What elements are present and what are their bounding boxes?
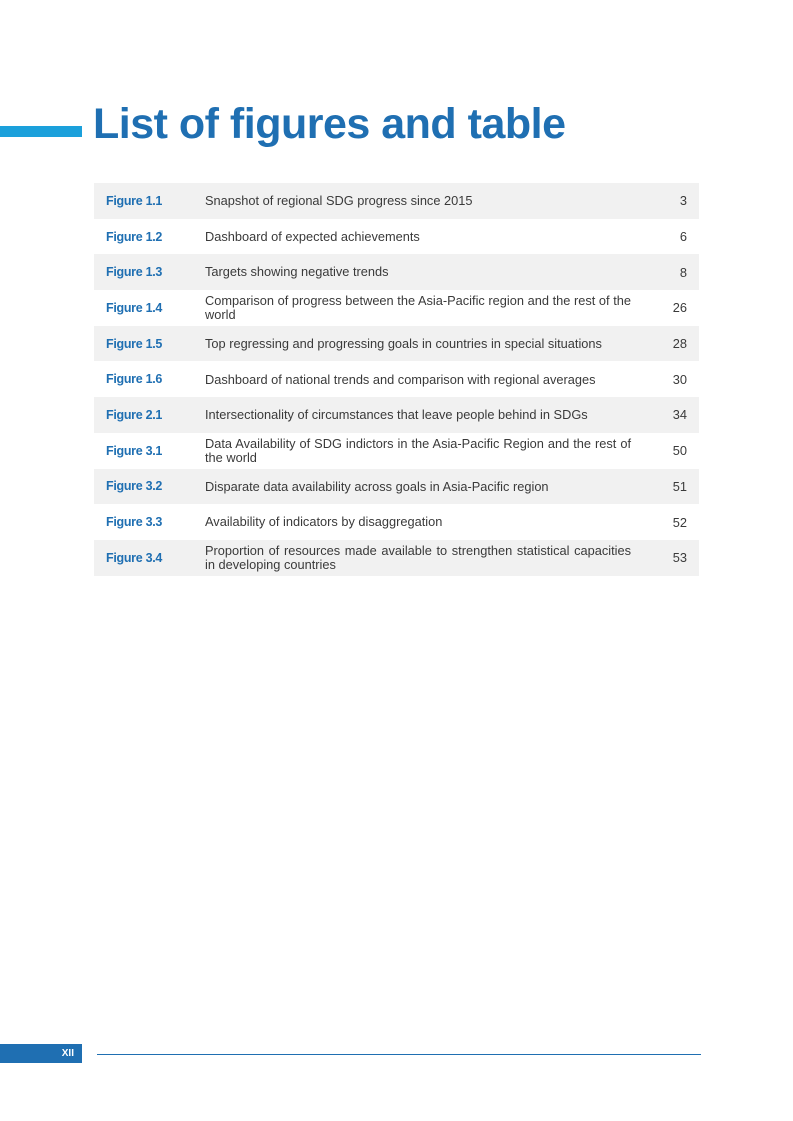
figure-label: Figure 2.1 <box>106 407 163 422</box>
figure-page-number: 8 <box>679 264 687 280</box>
figure-page-number: 30 <box>672 371 687 387</box>
list-item[interactable] <box>94 433 699 469</box>
figure-page-number: 26 <box>672 300 687 316</box>
figure-label: Figure 1.4 <box>106 300 163 315</box>
figure-page-number: 6 <box>679 229 687 245</box>
list-item[interactable] <box>94 254 699 290</box>
figure-description: Dashboard of expected achievements <box>205 228 420 244</box>
list-item[interactable] <box>94 326 699 362</box>
figure-page-number: 34 <box>672 407 687 423</box>
figure-description: Availability of indicators by disaggregation <box>205 514 443 530</box>
figure-page-number: 28 <box>672 336 687 352</box>
list-item[interactable] <box>94 540 699 576</box>
figure-description: Targets showing negative trends <box>205 264 389 280</box>
figure-page-number: 51 <box>672 478 687 494</box>
figure-label: Figure 1.2 <box>106 229 163 244</box>
figure-label: Figure 1.3 <box>106 265 163 280</box>
list-item[interactable] <box>94 290 699 326</box>
figure-description: Snapshot of regional SDG progress since 2015 <box>205 193 473 209</box>
list-item[interactable] <box>94 397 699 433</box>
figure-label: Figure 3.2 <box>106 479 163 494</box>
page-title: List of figures and table <box>93 100 566 148</box>
figure-label: Figure 1.6 <box>106 372 163 387</box>
list-item[interactable] <box>94 469 699 505</box>
title-accent-bar <box>0 126 82 137</box>
list-item[interactable] <box>94 504 699 540</box>
figure-label: Figure 3.1 <box>106 443 163 458</box>
figure-description: Data Availability of SDG indictors in the Asia-Pacific Region and the rest of the world <box>205 436 631 465</box>
figure-description: Top regressing and progressing goals in countries in special situations <box>205 335 602 351</box>
figures-list <box>94 183 699 576</box>
figure-label: Figure 3.4 <box>106 550 163 565</box>
list-item[interactable] <box>94 183 699 219</box>
list-item[interactable] <box>94 361 699 397</box>
figure-description: Proportion of resources made available to strengthen statistical capacities in developing countries <box>205 543 631 572</box>
footer-divider <box>97 1054 701 1055</box>
figure-description: Disparate data availability across goals in Asia-Pacific region <box>205 478 549 494</box>
figure-description: Dashboard of national trends and comparison with regional averages <box>205 371 596 387</box>
figure-description: Comparison of progress between the Asia-Pacific region and the rest of the world <box>205 293 631 322</box>
figure-label: Figure 1.1 <box>106 193 163 208</box>
page-number-tab: XII <box>0 1044 82 1063</box>
figure-page-number: 50 <box>672 443 687 459</box>
figure-page-number: 3 <box>679 193 687 209</box>
figure-label: Figure 1.5 <box>106 336 163 351</box>
figure-page-number: 53 <box>672 550 687 566</box>
figure-page-number: 52 <box>672 514 687 530</box>
figure-label: Figure 3.3 <box>106 515 163 530</box>
figure-description: Intersectionality of circumstances that leave people behind in SDGs <box>205 407 588 423</box>
list-item[interactable] <box>94 219 699 255</box>
